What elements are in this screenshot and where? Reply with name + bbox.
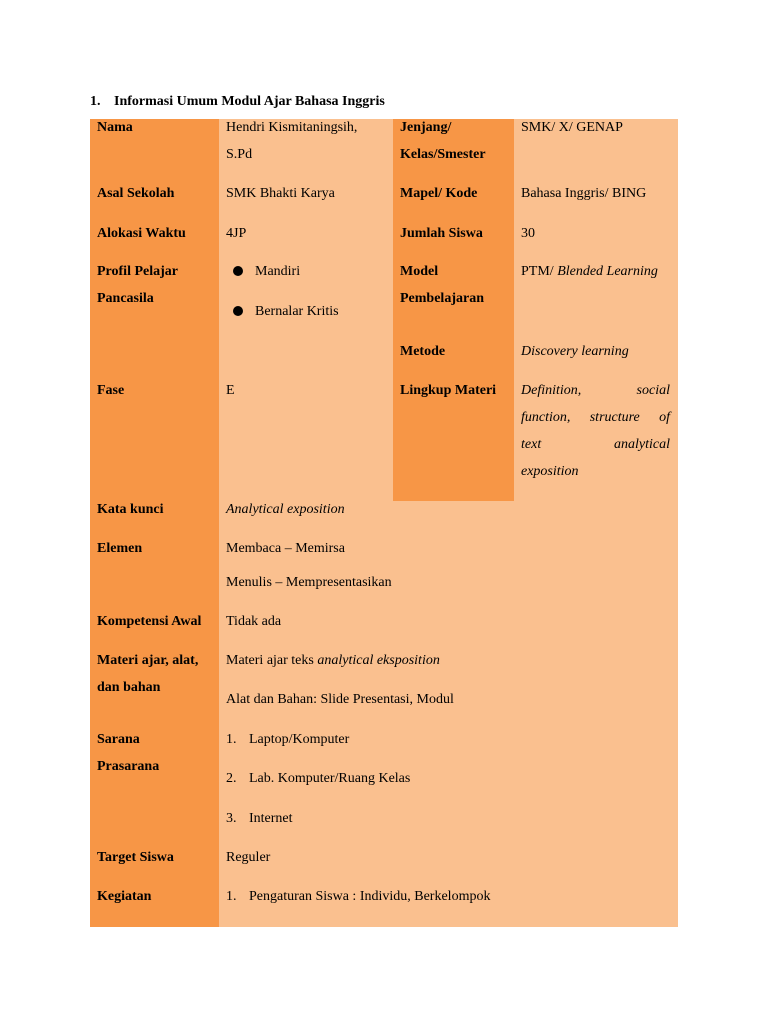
heading-text: Informasi Umum Modul Ajar Bahasa Inggris xyxy=(114,94,385,109)
asal-sekolah-label: Asal Sekolah xyxy=(97,186,175,201)
materi-line1: Materi ajar teks analytical eksposition xyxy=(226,653,440,668)
profil-item: Bernalar Kritis xyxy=(233,298,339,325)
materi-label-line2: dan bahan xyxy=(97,680,161,695)
kata-kunci-label: Kata kunci xyxy=(97,502,164,517)
target-value: Reguler xyxy=(226,850,271,865)
elemen-line1: Membaca – Memirsa xyxy=(226,541,345,556)
kompetensi-label: Kompetensi Awal xyxy=(97,614,202,629)
kegiatan-item: 1. Pengaturan Siswa : Individu, Berkelompok xyxy=(226,889,491,904)
model-value: PTM/ Blended Learning xyxy=(521,264,658,279)
profil-label-line1: Profil Pelajar xyxy=(97,264,178,279)
sarana-item: 2. Lab. Komputer/Ruang Kelas xyxy=(226,771,411,786)
sarana-label-line2: Prasarana xyxy=(97,759,160,774)
nama-value-line1: Hendri Kismitaningsih, xyxy=(226,120,358,135)
alokasi-value: 4JP xyxy=(226,226,247,241)
fase-label: Fase xyxy=(97,383,125,398)
lingkup-line: function, structure of xyxy=(521,410,670,425)
lingkup-value xyxy=(521,377,670,485)
bullet-icon xyxy=(233,266,243,276)
jenjang-label-line2: Kelas/Smester xyxy=(400,147,486,162)
jenjang-label-line1: Jenjang/ xyxy=(400,120,452,135)
jumlah-value: 30 xyxy=(521,226,535,241)
mapel-label: Mapel/ Kode xyxy=(400,186,478,201)
model-label-line1: Model xyxy=(400,264,439,279)
nama-label: Nama xyxy=(97,120,133,135)
alokasi-label: Alokasi Waktu xyxy=(97,226,186,241)
kata-kunci-value: Analytical exposition xyxy=(226,502,345,517)
value-column-wide xyxy=(219,501,678,927)
jenjang-value: SMK/ X/ GENAP xyxy=(521,120,623,135)
materi-line2: Alat dan Bahan: Slide Presentasi, Modul xyxy=(226,692,454,707)
bullet-icon xyxy=(233,306,243,316)
mapel-value: Bahasa Inggris/ BING xyxy=(521,186,647,201)
sarana-item: 1. Laptop/Komputer xyxy=(226,732,350,747)
heading-number: 1. xyxy=(90,94,101,109)
metode-label: Metode xyxy=(400,344,446,359)
lingkup-line: text analytical xyxy=(521,437,670,452)
kompetensi-value: Tidak ada xyxy=(226,614,282,629)
sarana-item: 3. Internet xyxy=(226,811,293,826)
elemen-label: Elemen xyxy=(97,541,143,556)
profil-label-line2: Pancasila xyxy=(97,291,154,306)
profil-item: Mandiri xyxy=(233,258,300,285)
section-heading xyxy=(90,94,385,110)
asal-sekolah-value: SMK Bhakti Karya xyxy=(226,186,335,201)
sarana-label-line1: Sarana xyxy=(97,732,140,747)
lingkup-label: Lingkup Materi xyxy=(400,383,497,398)
materi-label-line1: Materi ajar, alat, xyxy=(97,653,199,668)
lingkup-line: Definition, social xyxy=(521,383,670,398)
lingkup-line: exposition xyxy=(521,464,579,479)
metode-value: Discovery learning xyxy=(521,344,629,359)
target-label: Target Siswa xyxy=(97,850,174,865)
kegiatan-label: Kegiatan xyxy=(97,889,152,904)
model-label-line2: Pembelajaran xyxy=(400,291,484,306)
jumlah-label: Jumlah Siswa xyxy=(400,226,483,241)
nama-value-line2: S.Pd xyxy=(226,147,253,162)
fase-value: E xyxy=(226,383,235,398)
elemen-line2: Menulis – Mempresentasikan xyxy=(226,575,392,590)
